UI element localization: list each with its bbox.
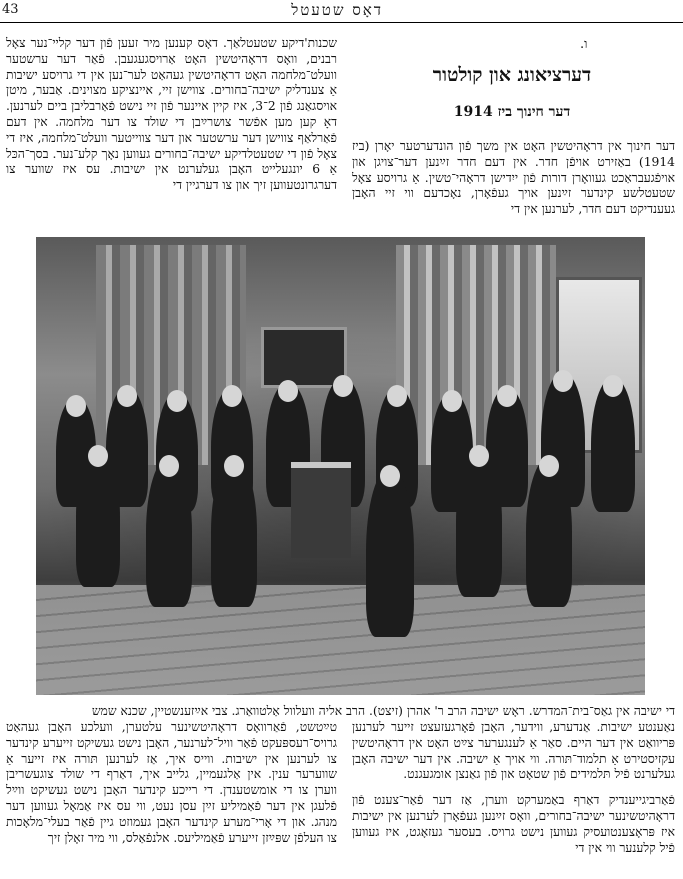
photo-caption: די ישיבה אין גאַס־בית־המדרש. ראָש ישיבה הרב ר' אהרן (זיצט). הרב אליה וועלוול אַלטוואַרג. צבי אײַזענשטיין, שכנא שמש [91, 704, 675, 718]
paragraph: נאַענטע ישיבות. אַנדערע, ווידער, האָבן פֿאָרגעזעצט זייער לערנען פּריוואַט אין דער היים. סאַר אַ לענגערער צײַט האָט אין דראָהיטשין עקזיסטירט אַ תלמוד־תּורה. ווי אויך אַ ישיבה. אין דער ישיבה האָבן געלערנט פֿיל תּלמידים פֿון שטאָט און פֿון גאַנצן אומגעגנט. [352, 720, 675, 782]
section-subtitle: דער חינוך ביז 1914 [453, 104, 571, 120]
right-column-bottom [352, 720, 675, 879]
paragraph: שכנות'דיקע שטעטלאַך. דאָס קענען מיר זעען פֿון דער קליי־נער צאָל רבנים, וואָס דראָהיטשין האָט אַרויסגעגעבן. פֿאַר דער ערשטער וועלט־מלחמה האָט דראָהיטשין געהאַט לער־נען אין די גרויסע ישיבות אַ צענדליק ישיבה־בחורים. צווישן זיי, איינציקע מצוינים. אַבער, מיטן אויסגאַנג פֿון 2־3, איז קיין איינער פֿון זיי נישט פֿאַרבליבן ביים לערנען. דאָ קען מען אפֿשר צושרײַבן די שולד צו דער מלחמה. אין דעם פֿאַרלאַף צווישן דער ערשטער און דער צווייטער וועלט־מלחמה, איז די צאָל פֿון די שטעטלדיקע ישיבה־בחורים געווען נאָך קלע־נער. בסך־הכּל אַ 6 יונגעלייט האָבן געלערנט אין ישיבות. עס איז שווער צו דערגרונטעווען זיך און צו דערגיין די [6, 36, 337, 193]
left-column-top [6, 36, 337, 233]
paragraph: פֿאַרביגייענדיק דאַרף באַמערקט ווערן, אַז דער פֿאַר־צענט פֿון דראָהיטשינער ישיבה־בחורים, וואָס זײַנען געפֿאָרן לערנען אין ישיבות איז פּראָצענטועסיק געווען נישט גרויס. בעסער געזאָגט, איז געווען פֿיל קלענער ווי אין די [352, 793, 675, 855]
lectern [291, 462, 351, 558]
photo-side-credit [647, 240, 659, 690]
header-rule [0, 22, 683, 23]
left-column-bottom [6, 720, 337, 879]
running-title: דאָס שטעטל [291, 1, 383, 19]
running-head [0, 0, 683, 24]
yeshiva-group-photo [36, 237, 645, 695]
section-title: דערציאונג און קולטור [432, 64, 592, 86]
page-number: 43 [2, 2, 19, 17]
right-column-top [352, 139, 675, 233]
paragraph: טײַטשט, פֿאַרוואָס דראָהיטשינער עלטערן, וועלכע האָבן געהאַט גרויס־רעספּעקט פֿאַר וויל־לערנער, האָבן נישט געשיקט זייערע קינדער צו לערנען אין ישיבות. ווייס איך, אַז לערנען תּורה איז זייער אַ שווערער ענין. אין אַלגעמיין, גלייב איך, דאַרף די שולד צוגעשריבן ווערן צו די אומשטענדן. די רייכע קינדער האָבן נישט געשיקט ווײַל פֿלעגן אין דער פֿאַמיליע זײַן עסן נעט, ווי עס איז אַמאָל געווען דער מנהג. און די אָרי־מערע קינדער האָבן געמוזט גיין פֿאַר בעלי־מלאָכות צו העלפֿן שפּײַזן זייערע פֿאַמיליעס. אלנפֿאַלס, ווי מיר זאָלן זיך [6, 720, 337, 845]
section-number: ו. [580, 37, 588, 52]
paragraph: דער חינוך אין דראָהיטשין האָט אין משך פֿון הונדערטער יאָרן (ביז 1914) באַזירט אויפֿן חדר. אין דעם חדר זײַנען דער־צויגן און אויפֿגעבראַכט געוואָרן דורות פֿון ייִדישן דראָהי־טשין. אַ גרויסע צאָל שטעטלשע קינדער זײַנען אויך געפֿאָרן, נאָכדעם ווי זיי האָבן געענדיקט דעם חדר, לערנען אין די [352, 139, 675, 217]
